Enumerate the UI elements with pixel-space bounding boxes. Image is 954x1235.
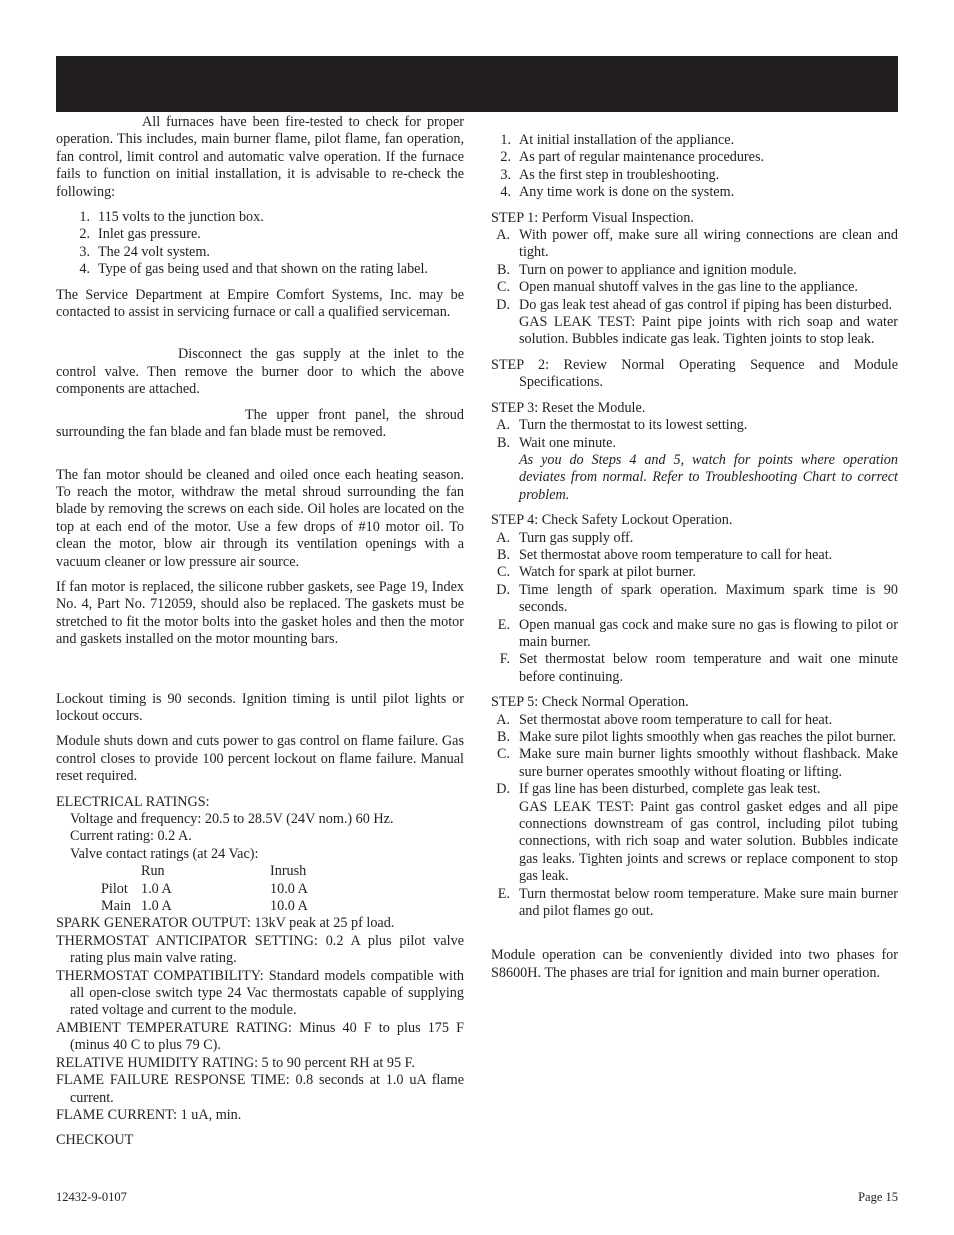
step1-item [491, 279, 898, 296]
step4-item [491, 582, 898, 617]
ratings-row-pilot [101, 881, 464, 898]
ratings-row-main [101, 898, 464, 915]
when-list [491, 132, 898, 202]
step4-item [491, 530, 898, 547]
when-list-item [491, 184, 898, 201]
voltage-spec: Voltage and frequency: 20.5 to 28.5V (24V nom.) 60 Hz. [70, 811, 394, 827]
item-marker: B. [496, 546, 510, 563]
fan-replaced-paragraph: If fan motor is replaced, the silicone rubber gaskets, see Page 19, Index No. 4, Part No. 712059, should also be replaced. The gaskets must be stretched to fit the motor bolts into the gasket holes and then the motor and gaskets installed on the motor mounting bars. [56, 578, 464, 648]
item-marker: 4. [79, 261, 90, 278]
row-label: Main [101, 898, 131, 915]
row-label: Pilot [101, 880, 128, 897]
service-paragraph: The Service Department at Empire Comfort Systems, Inc. may be contacted to assist in servicing furnace or call a qualified serviceman. [56, 286, 464, 321]
item-marker: A. [496, 529, 510, 546]
step1-heading: STEP 1: Perform Visual Inspection. [491, 209, 694, 226]
right-column [491, 132, 898, 990]
step3-item [491, 417, 898, 434]
item-marker: C. [496, 746, 510, 763]
ratings-table [56, 863, 464, 915]
step1-item [491, 262, 898, 279]
item-text: The 24 volt system. [98, 243, 210, 260]
item-marker: C. [496, 564, 510, 581]
disconnect-paragraph: Disconnect the gas supply at the inlet to the control valve. Then remove the burner door to which the above components are attached. [56, 346, 464, 398]
item-marker: 1. [79, 209, 90, 226]
step5-list [491, 712, 898, 799]
item-text: As part of regular maintenance procedures. [519, 149, 765, 166]
current-spec: Current rating: 0.2 A. [70, 828, 192, 845]
item-marker: C. [496, 279, 510, 296]
document-number: 12432-9-0107 [56, 1190, 127, 1204]
item-marker: 2. [500, 149, 511, 166]
spec-compatibility: THERMOSTAT COMPATIBILITY: Standard models compatible with all open-close switch type 24 Vac thermostats capable of supplying rated voltage and current to the module. [56, 967, 464, 1019]
item-text: Type of gas being used and that shown on the rating label. [98, 261, 428, 278]
step1-item [491, 227, 898, 262]
item-text: Watch for spark at pilot burner. [519, 564, 696, 581]
item-marker: F. [499, 651, 510, 668]
item-marker: 3. [500, 166, 511, 183]
spec-anticipator: THERMOSTAT ANTICIPATOR SETTING: 0.2 A plus pilot valve rating plus main valve rating. [56, 932, 464, 967]
electrical-ratings-title: ELECTRICAL RATINGS: [56, 793, 210, 810]
step4-item [491, 564, 898, 581]
item-text: 115 volts to the junction box. [98, 209, 264, 226]
spec-ambient: AMBIENT TEMPERATURE RATING: Minus 40 F to plus 175 F (minus 40 C to plus 79 C). [56, 1019, 464, 1054]
inrush-header: Inrush [270, 863, 307, 880]
step4-item [491, 651, 898, 686]
step2-heading: STEP 2: Review Normal Operating Sequence and Module Specifications. [491, 356, 898, 391]
step5-item [491, 746, 898, 781]
item-text: Set thermostat above room temperature to call for heat. [519, 546, 833, 563]
item-text: With power off, make sure all wiring connections are clean and tight. [519, 227, 898, 261]
step5-item [491, 781, 898, 798]
item-text: Make sure pilot lights smoothly when gas reaches the pilot burner. [519, 729, 897, 745]
item-text: Do gas leak test ahead of gas control if piping has been disturbed. [519, 296, 893, 313]
step4-item [491, 547, 898, 564]
step1-item [491, 297, 898, 314]
check-list-item [56, 226, 464, 243]
item-text: Open manual gas cock and make sure no gas is flowing to pilot or main burner. [519, 616, 898, 650]
when-list-item [491, 132, 898, 149]
step5-item [491, 712, 898, 729]
item-marker: 3. [79, 243, 90, 260]
step5-heading: STEP 5: Check Normal Operation. [491, 694, 689, 711]
step1-list [491, 227, 898, 314]
when-list-item [491, 149, 898, 166]
when-list-item [491, 167, 898, 184]
check-list [56, 209, 464, 279]
item-marker: A. [496, 417, 510, 434]
step4-item [491, 617, 898, 652]
spec-flame-current: FLAME CURRENT: 1 uA, min. [56, 1106, 242, 1123]
check-list-item [56, 209, 464, 226]
item-marker: D. [496, 296, 510, 313]
item-marker: 4. [500, 184, 511, 201]
step1-leak-test: GAS LEAK TEST: Paint pipe joints with rich soap and water solution. Bubbles indicate gas leak. Tighten joints to stop leak. [519, 314, 898, 348]
valve-spec: Valve contact ratings (at 24 Vac): [70, 845, 259, 862]
spec-spark: SPARK GENERATOR OUTPUT: 13kV peak at 25 pf load. [56, 915, 395, 932]
item-text: Inlet gas pressure. [98, 226, 201, 243]
section-header-bar [56, 56, 898, 112]
spec-flame-failure: FLAME FAILURE RESPONSE TIME: 0.8 seconds at 1.0 uA flame current. [56, 1072, 464, 1106]
lockout-paragraph: Lockout timing is 90 seconds. Ignition timing is until pilot lights or lockout occurs. [56, 690, 464, 724]
item-text: Time length of spark operation. Maximum spark time is 90 seconds. [519, 581, 898, 616]
step3-note: As you do Steps 4 and 5, watch for points where operation deviates from normal. Refer to Troubleshooting Chart to correct problem. [519, 451, 898, 503]
shutdown-paragraph: Module shuts down and cuts power to gas control on flame failure. Gas control closes to provide 100 percent lockout on flame failure. Manual reset required. [56, 733, 464, 785]
step5-leak-test: GAS LEAK TEST: Paint gas control gasket edges and all pipe connections downstream of gas control, including pilot tubing connections, with rich soap and water solution. Bubbles indicate gas leaks. Tighten joints and screws or replace component to stop gas leak. [519, 798, 898, 885]
item-marker: E. [497, 616, 510, 633]
checkout-heading: CHECKOUT [56, 1132, 134, 1149]
item-text: Set thermostat above room temperature to call for heat. [519, 711, 833, 728]
inrush-value: 10.0 A [270, 898, 308, 915]
module-operation-paragraph: Module operation can be conveniently divided into two phases for S8600H. The phases are trial for ignition and main burner operation. [491, 947, 898, 981]
item-marker: B. [496, 261, 510, 278]
item-text: Make sure main burner lights smoothly without flashback. Make sure burner operates smoothly without floating or lifting. [519, 746, 898, 780]
step5-item [491, 886, 898, 921]
step4-heading: STEP 4: Check Safety Lockout Operation. [491, 512, 733, 529]
item-text: Turn gas supply off. [519, 529, 634, 546]
item-text: Open manual shutoff valves in the gas line to the appliance. [519, 279, 858, 296]
item-text: Turn thermostat below room temperature. Make sure main burner and pilot flames go out. [519, 885, 898, 920]
item-text: Any time work is done on the system. [519, 184, 735, 201]
item-text: If gas line has been disturbed, complete gas leak test. [519, 781, 821, 798]
item-text: Set thermostat below room temperature and wait one minute before continuing. [519, 651, 898, 685]
ratings-header-row [101, 863, 464, 880]
check-list-item [56, 244, 464, 261]
page-number: Page 15 [858, 1190, 898, 1204]
step3-item [491, 435, 898, 452]
run-value: 1.0 A [141, 898, 172, 915]
step3-list [491, 417, 898, 452]
inrush-value: 10.0 A [270, 880, 308, 897]
step3-heading: STEP 3: Reset the Module. [491, 399, 646, 416]
item-marker: B. [496, 434, 510, 451]
intro-paragraph: All furnaces have been fire-tested to check for proper operation. This includes, main burner flame, pilot flame, fan operation, fan control, limit control and automatic valve operation. If the furnace fails to function on initial installation, it is advisable to re-check the following: [56, 114, 464, 200]
spec-humidity: RELATIVE HUMIDITY RATING: 5 to 90 percent RH at 95 F. [56, 1054, 415, 1071]
item-marker: A. [496, 711, 510, 728]
item-marker: 1. [500, 132, 511, 148]
item-marker: 2. [79, 226, 90, 243]
upper-panel-paragraph: The upper front panel, the shroud surrounding the fan blade and fan blade must be removed. [56, 406, 464, 441]
step5-item [491, 729, 898, 746]
item-marker: A. [496, 227, 510, 244]
item-marker: D. [496, 581, 510, 598]
item-marker: B. [496, 729, 510, 745]
item-text: Wait one minute. [519, 434, 616, 451]
item-marker: D. [496, 781, 510, 798]
item-text: At initial installation of the appliance. [519, 132, 735, 148]
run-header: Run [141, 863, 165, 880]
check-list-item [56, 261, 464, 278]
item-text: Turn the thermostat to its lowest setting. [519, 417, 748, 434]
left-column [56, 114, 464, 1150]
item-text: Turn on power to appliance and ignition module. [519, 261, 797, 278]
step4-list [491, 530, 898, 687]
item-text: As the first step in troubleshooting. [519, 166, 720, 183]
item-marker: E. [497, 885, 510, 902]
fan-motor-paragraph: The fan motor should be cleaned and oiled once each heating season. To reach the motor, withdraw the metal shroud surrounding the fan blade by removing the screws on each side. Oil holes are located on the top at each end of the motor. Use a few drops of #10 motor oil. To clean the motor, blow air through its ventilation openings with a vacuum cleaner or low pressure air source. [56, 466, 464, 570]
run-value: 1.0 A [141, 880, 172, 897]
